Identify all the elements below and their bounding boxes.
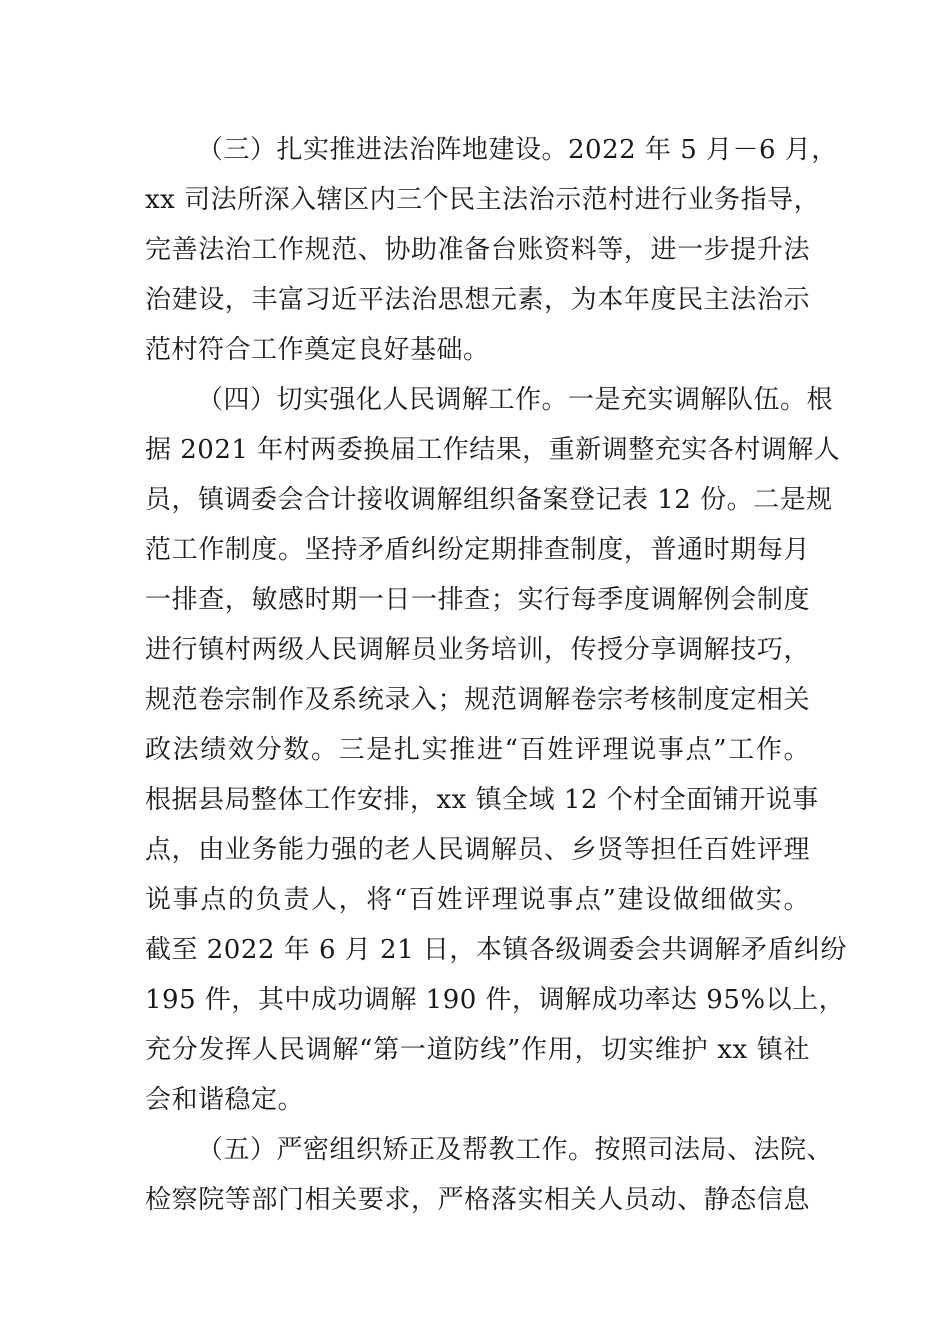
paragraph-4-line-3: 员，镇调委会合计接收调解组织备案登记表 12 份。二是规 (145, 485, 833, 515)
paragraph-4-line-2: 据 2021 年村两委换届工作结果，重新调整充实各村调解人 (145, 435, 841, 465)
paragraph-4-line-15: 会和谐稳定。 (145, 1085, 305, 1115)
paragraph-4-line-7: 规范卷宗制作及系统录入；规范调解卷宗考核制度定相关 (145, 685, 810, 715)
paragraph-4-line-14: 充分发挥人民调解“第一道防线”作用，切实维护 xx 镇社 (145, 1035, 810, 1065)
paragraph-4-line-6: 进行镇村两级人民调解员业务培训，传授分享调解技巧， (145, 635, 810, 665)
paragraph-4-line-4: 范工作制度。坚持矛盾纠纷定期排查制度，普通时期每月 (145, 535, 810, 565)
paragraph-4-line-8: 政法绩效分数。三是扎实推进“百姓评理说事点”工作。 (145, 735, 810, 765)
paragraph-4-line-11: 说事点的负责人，将“百姓评理说事点”建设做细做实。 (145, 885, 810, 915)
paragraph-3-line-5: 范村符合工作奠定良好基础。 (145, 335, 490, 365)
paragraph-4-line-5: 一排查，敏感时期一日一排查；实行每季度调解例会制度 (145, 585, 810, 615)
paragraph-4-line-1: （四）切实强化人民调解工作。一是充实调解队伍。根 (197, 385, 834, 415)
paragraph-3-line-4: 治建设，丰富习近平法治思想元素，为本年度民主法治示 (145, 285, 810, 315)
paragraph-3-line-3: 完善法治工作规范、协助准备台账资料等，进一步提升法 (145, 235, 810, 265)
paragraph-4-line-13: 195 件，其中成功调解 190 件，调解成功率达 95%以上， (145, 985, 846, 1015)
paragraph-3-line-2: xx 司法所深入辖区内三个民主法治示范村进行业务指导， (145, 185, 821, 215)
paragraph-3-line-1: （三）扎实推进法治阵地建设。2022 年 5 月－6 月， (197, 135, 838, 165)
paragraph-5-line-2: 检察院等部门相关要求，严格落实相关人员动、静态信息 (145, 1185, 810, 1215)
paragraph-5-line-1: （五）严密组织矫正及帮教工作。按照司法局、法院、 (197, 1135, 834, 1165)
paragraph-4-line-12: 截至 2022 年 6 月 21 日，本镇各级调委会共调解矛盾纠纷 (145, 935, 847, 965)
paragraph-4-line-9: 根据县局整体工作安排，xx 镇全域 12 个村全面铺开说事 (145, 785, 819, 815)
paragraph-4-line-10: 点，由业务能力强的老人民调解员、乡贤等担任百姓评理 (145, 835, 810, 865)
